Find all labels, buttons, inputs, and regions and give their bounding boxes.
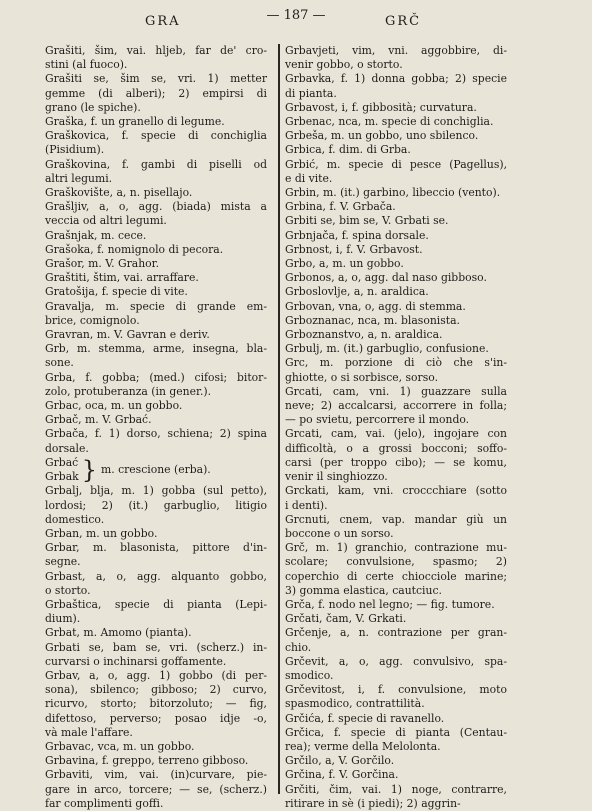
entry-line: Grcati, cam, vni. 1) guazzare sulla <box>285 384 507 398</box>
dictionary-entry <box>45 257 267 271</box>
entry-line: brice, comignolo. <box>45 313 140 327</box>
dictionary-entry <box>45 399 267 413</box>
dictionary-entry <box>285 101 507 115</box>
entry-line: di pianta. <box>285 86 337 100</box>
dictionary-entry <box>45 300 267 328</box>
entry-line: carsi (per troppo cibo); — se komu, <box>285 455 507 469</box>
entry-line: Gratošija, f. specie di vite. <box>45 285 188 299</box>
dictionary-entry <box>45 598 267 626</box>
dictionary-entry <box>285 655 507 683</box>
entry-line: Grčevitost, i, f. convulsione, moto <box>285 683 507 697</box>
entry-line: smodico. <box>285 668 334 682</box>
entry-line: dorsale. <box>45 441 89 455</box>
entry-line: Grašnjak, m. cece. <box>45 228 147 242</box>
entry-line: sone. <box>45 356 74 370</box>
entry-line: Grbaštica, specie di pianta (Lepi- <box>45 597 267 611</box>
entry-line: Grbovan, vna, o, agg. di stemma. <box>285 299 466 313</box>
header-right-guide-word: GRČ <box>385 14 422 29</box>
page-number: — 187 — <box>266 8 326 23</box>
dictionary-entry <box>45 115 267 129</box>
dictionary-entry <box>285 143 507 157</box>
entry-line: Grbat, m. Amomo (pianta). <box>45 626 192 640</box>
dictionary-entry <box>45 186 267 200</box>
dictionary-entry <box>45 72 267 115</box>
entry-line: difettoso, perverso; posao idje -o, <box>45 711 267 725</box>
entry-line: veccia od altri legumi. <box>45 214 167 228</box>
dictionary-entry <box>285 726 507 754</box>
entry-line: Grbica, f. dim. di Grba. <box>285 143 411 157</box>
dictionary-entry <box>285 768 507 782</box>
entry-line: far complimenti goffi. <box>45 796 164 810</box>
dictionary-entry <box>45 626 267 640</box>
entry-line: Grboznanac, nca, m. blasonista. <box>285 313 460 327</box>
dictionary-entry <box>285 115 507 129</box>
entry-line: Graškovina, f. gambi di piselli od <box>45 157 267 171</box>
dictionary-entry <box>45 484 267 527</box>
brace-glyph: } <box>81 456 97 485</box>
entry-line: Grbavac, vca, m. un gobbo. <box>45 739 195 753</box>
entry-line: e di vite. <box>285 171 333 185</box>
dictionary-entry <box>45 243 267 257</box>
dictionary-entry <box>285 271 507 285</box>
entry-line: Grča, f. nodo nel legno; — fig. tumore. <box>285 597 495 611</box>
dictionary-entry <box>45 456 267 484</box>
entry-line: stini (al fuoco). <box>45 58 128 72</box>
entry-line: venir il singhiozzo. <box>285 470 388 484</box>
entry-line: Grbo, a, m. un gobbo. <box>285 257 404 271</box>
dictionary-entry <box>285 612 507 626</box>
entry-line: spasmodico, contrattilità. <box>285 697 425 711</box>
entry-line: Grbeša, m. un gobbo, uno sbilenco. <box>285 129 479 143</box>
dictionary-entry <box>285 300 507 314</box>
dictionary-entry <box>285 513 507 541</box>
entry-line: Grbić, m. specie di pesce (Pagellus), <box>285 157 507 171</box>
dictionary-entry <box>45 129 267 157</box>
entry-line: Grbavka, f. 1) donna gobba; 2) specie <box>285 72 507 86</box>
entry-line: — po svietu, percorrere il mondo. <box>285 413 470 427</box>
entry-line: 3) gomma elastica, cautciuc. <box>285 583 442 597</box>
entry-line: chio. <box>285 640 312 654</box>
entry-line: Grbati se, bam se, vri. (scherz.) in- <box>45 640 267 654</box>
entry-line: ghiotte, o si sorbisce, sorso. <box>285 370 439 384</box>
dictionary-entry <box>285 626 507 654</box>
entry-line: Gravran, m. V. Gavran e deriv. <box>45 328 210 342</box>
dictionary-entry <box>45 427 267 455</box>
entry-line: Grckati, kam, vni. croccchiare (sotto <box>285 484 507 498</box>
entry-line: curvarsi o inchinarsi goffamente. <box>45 654 227 668</box>
entry-line: Grbac, oca, m. un gobbo. <box>45 399 183 413</box>
entry-line: domestico. <box>45 512 105 526</box>
dictionary-entry <box>45 285 267 299</box>
headword: Grbak <box>45 470 79 484</box>
entry-line: Grban, m. un gobbo. <box>45 526 158 540</box>
dictionary-entry <box>285 314 507 328</box>
dictionary-entry <box>45 413 267 427</box>
dictionary-entry <box>45 527 267 541</box>
entry-line: Grbaviti, vim, vai. (in)curvare, pie- <box>45 768 267 782</box>
entry-line: Grbina, f. V. Grbača. <box>285 200 396 214</box>
dictionary-entry <box>285 186 507 200</box>
entry-line: Graškovica, f. specie di conchiglia <box>45 129 267 143</box>
entry-line: Grčevit, a, o, agg. convulsivo, spa- <box>285 654 507 668</box>
dictionary-entry <box>45 371 267 399</box>
dictionary-entry <box>285 129 507 143</box>
entry-line: Grčiti, čim, vai. 1) noge, contrarre, <box>285 782 507 796</box>
dictionary-entry <box>45 740 267 754</box>
header-left-guide-word: GRA <box>145 14 181 29</box>
entry-line: Grbast, a, o, agg. alquanto gobbo, <box>45 569 267 583</box>
dictionary-entry <box>285 342 507 356</box>
entry-line: neve; 2) accalcarsi, accorrere in folla; <box>285 399 507 413</box>
entry-line: Grb, m. stemma, arme, insegna, bla- <box>45 342 267 356</box>
entry-line: lordosi; 2) (it.) garbuglio, litigio <box>45 498 267 512</box>
entry-line: zolo, protuberanza (in gener.). <box>45 384 212 398</box>
dictionary-entry <box>285 541 507 598</box>
entry-line: Grbar, m. blasonista, pittore d'in- <box>45 541 267 555</box>
entry-line: Grčilo, a, V. Gorčilo. <box>285 754 395 768</box>
entry-line: venir gobbo, o storto. <box>285 58 403 72</box>
dictionary-entry <box>285 754 507 768</box>
entry-line: Grboslovlje, a, n. araldica. <box>285 285 429 299</box>
dictionary-entry <box>45 271 267 285</box>
dictionary-entry <box>45 229 267 243</box>
entry-line: Grbav, a, o, agg. 1) gobbo (di per- <box>45 668 267 682</box>
right-column <box>285 44 507 811</box>
page-header <box>0 8 592 30</box>
entry-line: Grčica, f. specie di pianta (Centau- <box>285 725 507 739</box>
entry-line: Grbnjača, f. spina dorsale. <box>285 228 429 242</box>
dictionary-entry <box>285 484 507 512</box>
entry-line: Grcati, cam, vai. (jelo), ingojare con <box>285 427 507 441</box>
entry-line: Grčenje, a, n. contrazione per gran- <box>285 626 507 640</box>
entry-line: gare in arco, torcere; — se, (scherz.) <box>45 782 267 796</box>
dictionary-entry <box>285 257 507 271</box>
entry-line: Grboznanstvo, a, n. araldica. <box>285 328 443 342</box>
entry-line: Grčina, f. V. Gorčina. <box>285 768 399 782</box>
entry-line: Graštiti, štim, vai. arraffare. <box>45 271 199 285</box>
dictionary-entry <box>285 229 507 243</box>
dictionary-entry <box>45 200 267 228</box>
entry-line: scolare; convulsione, spasmo; 2) <box>285 555 507 569</box>
entry-line: gemme (di alberi); 2) empirsi di <box>45 86 267 100</box>
dictionary-entry <box>45 328 267 342</box>
entry-line: boccone o un sorso. <box>285 526 394 540</box>
dictionary-entry <box>285 783 507 811</box>
dictionary-entry <box>285 385 507 428</box>
entry-line: rea); verme della Melolonta. <box>285 739 441 753</box>
dictionary-entry <box>285 427 507 484</box>
left-column <box>45 44 267 811</box>
entry-line: Grba, f. gobba; (med.) cifosi; bitor- <box>45 370 267 384</box>
entry-definition: m. crescione (erba). <box>100 462 211 476</box>
dictionary-entry <box>285 200 507 214</box>
entry-line: Grašiti, šim, vai. hljeb, far de' cro- <box>45 44 267 57</box>
column-divider <box>278 44 280 794</box>
dictionary-entry <box>45 669 267 740</box>
entry-line: Grbulj, m. (it.) garbuglio, confusione. <box>285 342 489 356</box>
dictionary-entry <box>285 356 507 384</box>
dictionary-entry <box>45 754 267 768</box>
dictionary-entry <box>45 641 267 669</box>
dictionary-entry <box>285 712 507 726</box>
entry-line: Grcnuti, cnem, vap. mandar giù un <box>285 512 507 526</box>
entry-line: (Pisidium). <box>45 143 105 157</box>
entry-line: i denti). <box>285 498 328 512</box>
dictionary-entry <box>285 328 507 342</box>
entry-line: o storto. <box>45 583 91 597</box>
dictionary-entry <box>285 158 507 186</box>
entry-line: Grbač, m. V. Grbać. <box>45 413 152 427</box>
dictionary-entry <box>45 44 267 72</box>
entry-line: Grbonos, a, o, agg. dal naso gibboso. <box>285 271 487 285</box>
dictionary-entry <box>45 570 267 598</box>
entry-line: Grčića, f. specie di ravanello. <box>285 711 445 725</box>
entry-line: Grbavina, f. greppo, terreno gibboso. <box>45 754 249 768</box>
entry-line: Grčati, čam, V. Grkati. <box>285 612 407 626</box>
entry-line: Grbiti se, bim se, V. Grbati se. <box>285 214 449 228</box>
entry-line: Gravalja, m. specie di grande em- <box>45 299 267 313</box>
entry-line: Grbača, f. 1) dorso, schiena; 2) spina <box>45 427 267 441</box>
entry-line: Grašiti se, šim se, vri. 1) metter <box>45 72 267 86</box>
dictionary-entry <box>285 44 507 72</box>
dictionary-entry <box>285 598 507 612</box>
entry-line: Grbenac, nca, m. specie di conchiglia. <box>285 115 494 129</box>
entry-line: grano (le spiche). <box>45 100 141 114</box>
dictionary-entry <box>285 214 507 228</box>
dictionary-entry <box>285 683 507 711</box>
entry-line: Grašoka, f. nomignolo di pecora. <box>45 242 224 256</box>
headword: Grbać <box>45 455 79 469</box>
entry-line: Grašor, m. V. Grahor. <box>45 257 160 271</box>
entry-line: Grbavjeti, vim, vni. aggobbire, di- <box>285 44 507 57</box>
entry-line: ricurvo, storto; bitorzoluto; — fig, <box>45 697 267 711</box>
dictionary-entry <box>45 541 267 569</box>
entry-line: difficoltà, o a grossi bocconi; soffo- <box>285 441 507 455</box>
entry-line: Grbavost, i, f. gibbosità; curvatura. <box>285 100 477 114</box>
dictionary-entry <box>45 158 267 186</box>
entry-line: dium). <box>45 612 81 626</box>
entry-line: Grbalj, blja, m. 1) gobba (sul petto), <box>45 484 267 498</box>
entry-line: coperchio di certe chiocciole marine; <box>285 569 507 583</box>
entry-line: và male l'affare. <box>45 725 133 739</box>
dictionary-entry <box>45 342 267 370</box>
entry-line: ritirare in sè (i piedi); 2) aggrin- <box>285 796 461 810</box>
dictionary-entry <box>285 243 507 257</box>
entry-line: Graška, f. un granello di legume. <box>45 115 225 129</box>
entry-line: Grč, m. 1) granchio, contrazione mu- <box>285 541 507 555</box>
entry-line: Grbnost, i, f. V. Grbavost. <box>285 242 423 256</box>
entry-line: altri legumi. <box>45 171 113 185</box>
grouped-headwords <box>45 456 267 484</box>
entry-line: Grašljiv, a, o, agg. (biada) mista a <box>45 200 267 214</box>
entry-line: sona), sbilenco; gibboso; 2) curvo, <box>45 683 267 697</box>
entry-line: Grbin, m. (it.) garbino, libeccio (vento). <box>285 186 501 200</box>
dictionary-entry <box>285 72 507 100</box>
entry-line: segne. <box>45 555 81 569</box>
entry-line: Graškovište, a, n. pisellajo. <box>45 186 193 200</box>
entry-line: Grc, m. porzione di ciò che s'in- <box>285 356 507 370</box>
dictionary-entry <box>285 285 507 299</box>
dictionary-entry <box>45 768 267 811</box>
